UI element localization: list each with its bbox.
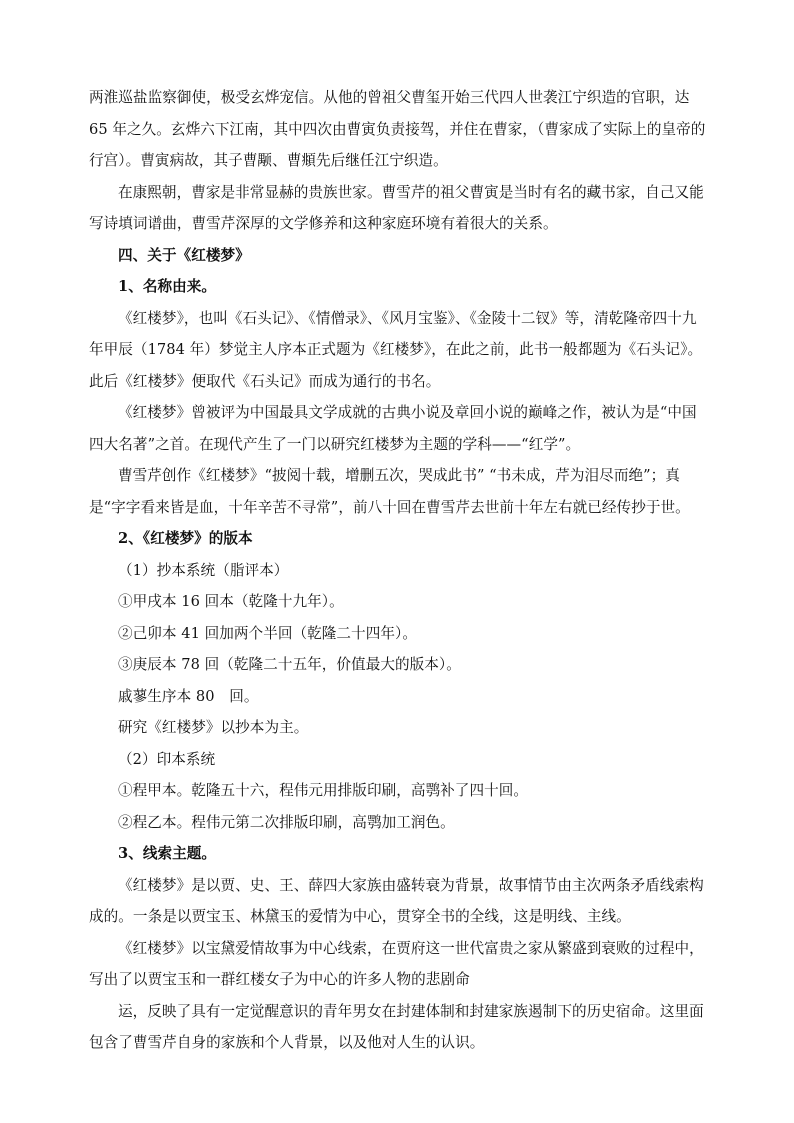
list-item-manuscript-system: （1）抄本系统（脂评本） — [118, 561, 289, 579]
paragraph-name-origin: 《红楼梦》，也叫《石头记》、《情僧录》、《风月宝鉴》、《金陵十二钗》等，清乾隆帝四十九年甲辰（1784 年）梦觉主人序本正式题为《红楼梦》，在此之前，此书一般都题为《石头记》。此后《红楼梦》便取代《石头记》而成为通行的书名。 — [89, 309, 703, 390]
list-item-jimao: ②己卯本 41 回加两个半回（乾隆二十四年）。 — [118, 624, 417, 642]
section-heading-about-hongloumeng: 四、关于《红楼梦》 — [118, 246, 250, 264]
subheading-versions: 2、《红楼梦》的版本 — [118, 530, 253, 547]
paragraph-literary-status: 《红楼梦》曾被评为中国最具文学成就的古典小说及章回小说的巅峰之作，被认为是“中国四大名著”之首。在现代产生了一门以研究红楼梦为主题的学科——“红学”。 — [89, 404, 697, 453]
paragraph-love-story: 《红楼梦》以宝黛爱情故事为中心线索，在贾府这一世代富贵之家从繁盛到衰败的过程中，写出了以贾宝玉和一群红楼女子为中心的许多人物的悲剧命 — [89, 939, 704, 988]
paragraph-cao-family-office: 两淮巡盐监察御使，极受玄烨宠信。从他的曾祖父曹玺开始三代四人世袭江宁织造的官职，达 65 年之久。玄烨六下江南，其中四次由曹寅负责接驾，并住在曹家，（曹家成了实际上的皇帝的行宫）。曹寅病故，其子曹颙、曹頫先后继任江宁织造。 — [89, 89, 706, 169]
document-body — [89, 82, 707, 1059]
list-item-chengyi: ②程乙本。程伟元第二次排版印刷，高鹗加工润色。 — [118, 813, 455, 831]
subheading-theme: 3、线索主题。 — [118, 845, 217, 862]
paragraph-main-thread: 《红楼梦》是以贾、史、王、薛四大家族由盛转衰为背景，故事情节由主次两条矛盾线索构成的。一条是以贾宝玉、林黛玉的爱情为中心，贯穿全书的全线，这是明线、主线。 — [89, 876, 704, 925]
paragraph-creation: 曹雪芹创作《红楼梦》“披阅十载，增删五次，哭成此书” “书未成，芹为泪尽而绝”；真是“字字看来皆是血，十年辛苦不寻常”，前八十回在曹雪芹去世前十年左右就已经传抄于世。 — [89, 467, 690, 516]
list-item-qi-liaosheng: 戚蓼生序本 80 回。 — [118, 687, 259, 705]
list-item-jiaxu: ①甲戌本 16 回本（乾隆十九年）。 — [118, 593, 344, 610]
list-item-research-note: 研究《红楼梦》以抄本为主。 — [118, 719, 309, 736]
paragraph-historical-fate: 运，反映了具有一定觉醒意识的青年男女在封建体制和封建家族遏制下的历史宿命。这里面包含了曹雪芹自身的家族和个人背景，以及他对人生的认识。 — [89, 1002, 704, 1051]
subheading-name-origin: 1、名称由来。 — [118, 278, 217, 295]
list-item-gengchen: ③庚辰本 78 回（乾隆二十五年，价值最大的版本）。 — [118, 656, 461, 673]
paragraph-cao-family-status: 在康熙朝，曹家是非常显赫的贵族世家。曹雪芹的祖父曹寅是当时有名的藏书家，自己又能写诗填词谱曲，曹雪芹深厚的文学修养和这种家庭环境有着很大的关系。 — [89, 183, 704, 232]
list-item-chengjia: ①程甲本。乾隆五十六，程伟元用排版印刷，高鹗补了四十回。 — [118, 782, 529, 799]
list-item-print-system: （2）印本系统 — [118, 750, 216, 768]
